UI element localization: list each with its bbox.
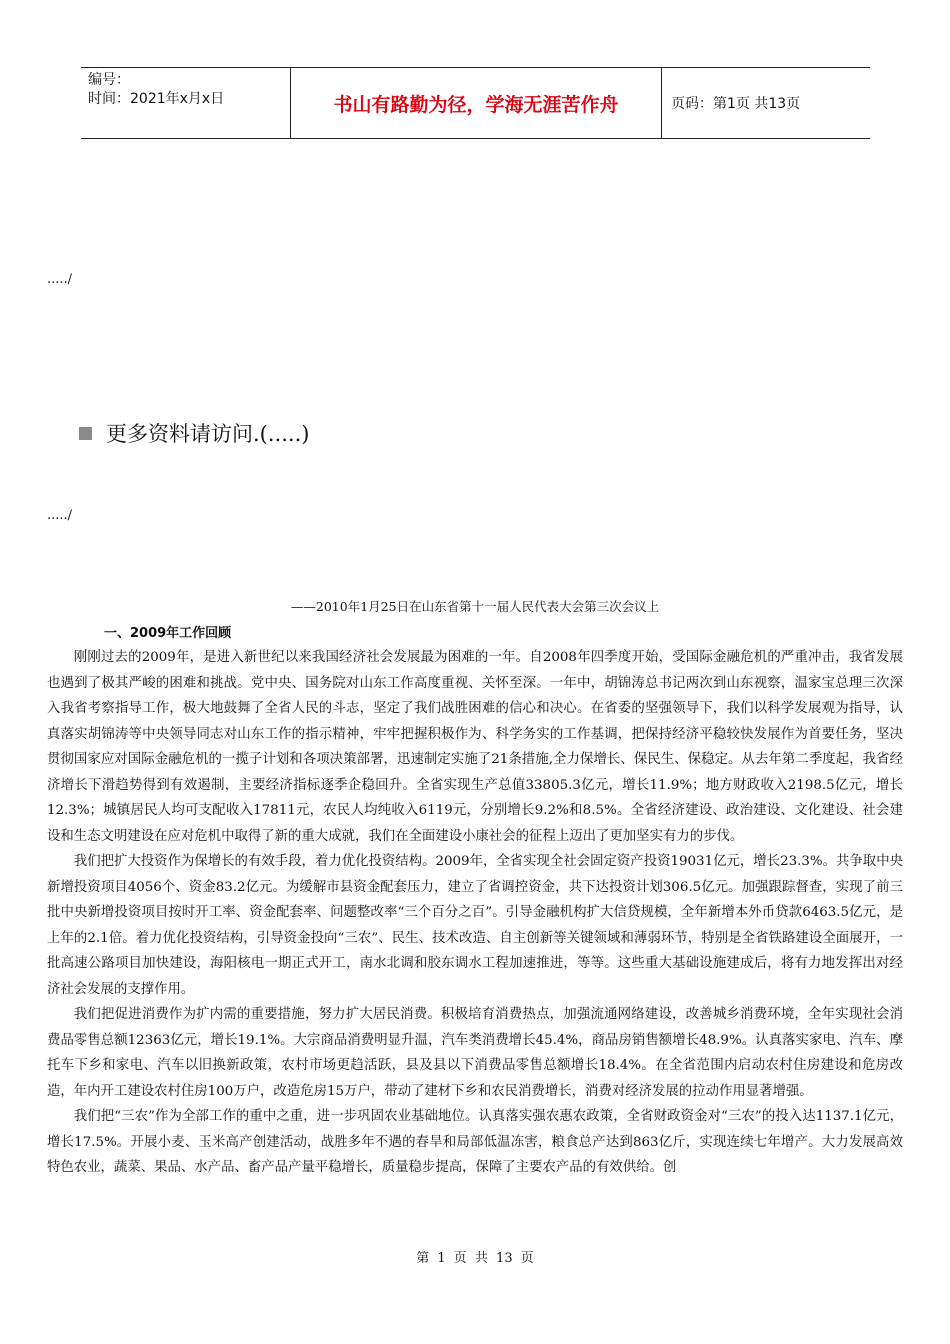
section-heading: 一、2009年工作回顾 [104,626,232,641]
paragraph: 刚刚过去的2009年，是进入新世纪以来我国经济社会发展最为困难的一年。自2008年四季度开始，受国际金融危机的严重冲击，我省发展也遇到了极其严峻的困难和挑战。党中央、国务院对山东工作高度重视、关怀至深。一年中，胡锦涛总书记两次到山东视察，温家宝总理三次深入我省考察指导工作，极大地鼓舞了全省人民的斗志，坚定了我们战胜困难的信心和决心。在省委的坚强领导下，我们以科学发展观为指导，认真落实胡锦涛等中央领导同志对山东工作的指示精神，牢牢把握积极作为、科学务实的工作基调，把保持经济平稳较快发展作为首要任务，坚决贯彻国家应对国际金融危机的一揽子计划和各项决策部署，迅速制定实施了21条措施,全力保增长、保民生、保稳定。从去年第二季度起，我省经济增长下滑趋势得到有效遏制，主要经济指标逐季企稳回升。全省实现生产总值33805.3亿元，增长11.9%；地方财政收入2198.5亿元，增长12.3%；城镇居民人均可支配收入17811元，农民人均纯收入6119元，分别增长9.2%和8.5%。全省经济建设、政治建设、文化建设、社会建设和生态文明建设在应对危机中取得了新的重大成就，我们在全面建设小康社会的征程上迈出了更加坚实有力的步伐。 [47,650,903,844]
square-bullet-icon [79,427,92,440]
header-meta [81,68,291,138]
page-footer: 第 1 页 共 13 页 [416,1251,534,1266]
body-text [47,645,903,1181]
page-info: 页码：第1页 共13页 [671,96,801,112]
separator-bottom: ...../ [47,508,73,523]
motto: 书山有路勤为径，学海无涯苦作舟 [291,68,662,138]
paragraph: 我们把促进消费作为扩内需的重要措施，努力扩大居民消费。积极培育消费热点，加强流通网络建设，改善城乡消费环境，全年实现社会消费品零售总额12363亿元，增长19.1%。大宗商品消费明显升温，汽车类消费增长45.4%，商品房销售额增长48.9%。认真落实家电、汽车、摩托车下乡和家电、汽车以旧换新政策，农村市场更趋活跃，县及县以下消费品零售总额增长18.4%。在全省范围内启动农村住房建设和危房改造，年内开工建设农村住房100万户，改造危房15万户，带动了建材下乡和农民消费增长，消费对经济发展的拉动作用显著增强。 [47,1007,903,1099]
subtitle: ——2010年1月25日在山东省第十一届人民代表大会第三次会议上 [290,599,660,614]
more-info-text: 更多资料请访问.(.....) [106,422,310,446]
time-label: 时间：2021年x月x日 [88,91,225,107]
more-info [79,418,309,448]
separator-top: ...../ [47,272,73,287]
header-table [81,67,870,139]
number-label: 编号： [88,72,130,88]
paragraph: 我们把“三农”作为全部工作的重中之重，进一步巩固农业基础地位。认真落实强农惠农政策，全省财政资金对“三农”的投入达1137.1亿元，增长17.5%。开展小麦、玉米高产创建活动，战胜多年不遇的春旱和局部低温冻害，粮食总产达到863亿斤，实现连续七年增产。大力发展高效特色农业，蔬菜、果品、水产品、畜产品产量平稳增长，质量稳步提高，保障了主要农产品的有效供给。创 [47,1109,903,1175]
paragraph: 我们把扩大投资作为保增长的有效手段，着力优化投资结构。2009年，全省实现全社会固定资产投资19031亿元，增长23.3%。共争取中央新增投资项目4056个、资金83.2亿元。为缓解市县资金配套压力，建立了省调控资金，共下达投资计划306.5亿元。加强跟踪督查，实现了前三批中央新增投资项目按时开工率、资金配套率、问题整改率“三个百分之百”。引导金融机构扩大信贷规模，全年新增本外币贷款6463.5亿元，是上年的2.1倍。着力优化投资结构，引导资金投向“三农”、民生、技术改造、自主创新等关键领域和薄弱环节，特别是全省铁路建设全面展开，一批高速公路项目加快建设，海阳核电一期正式开工，南水北调和胶东调水工程加速推进，等等。这些重大基础设施建成后，将有力地发挥出对经济社会发展的支撑作用。 [47,854,903,997]
